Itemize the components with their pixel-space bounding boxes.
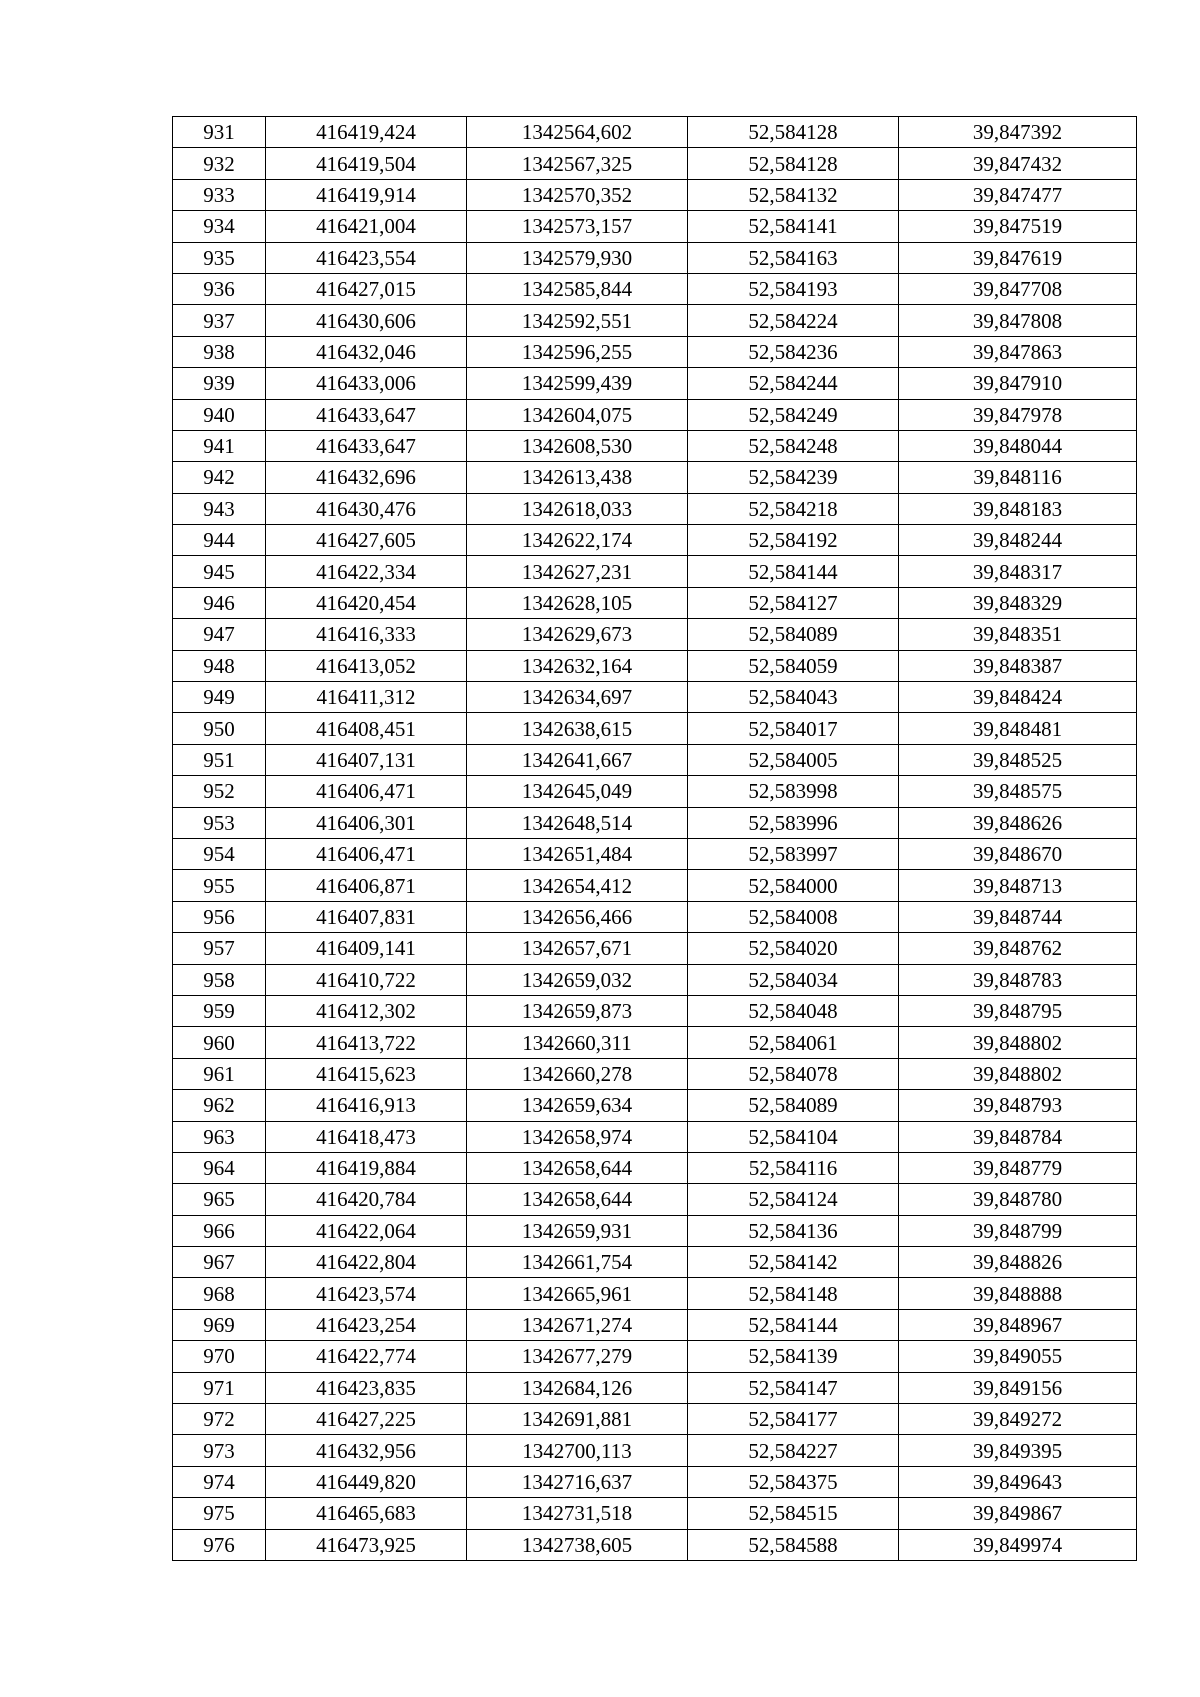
longitude-cell: 39,848762: [899, 933, 1137, 964]
table-row: [173, 901, 1137, 932]
table-row: [173, 838, 1137, 869]
latitude-cell: 52,583997: [688, 838, 899, 869]
table-row: [173, 430, 1137, 461]
latitude-cell: 52,584000: [688, 870, 899, 901]
latitude-cell: 52,584089: [688, 619, 899, 650]
point-number-cell: 968: [173, 1278, 266, 1309]
point-number-cell: 973: [173, 1435, 266, 1466]
longitude-cell: 39,848670: [899, 838, 1137, 869]
y-coordinate-cell: 1342573,157: [467, 211, 688, 242]
latitude-cell: 52,584124: [688, 1184, 899, 1215]
x-coordinate-cell: 416433,647: [266, 399, 467, 430]
x-coordinate-cell: 416422,774: [266, 1341, 467, 1372]
latitude-cell: 52,584248: [688, 430, 899, 461]
table-row: [173, 807, 1137, 838]
longitude-cell: 39,848826: [899, 1247, 1137, 1278]
y-coordinate-cell: 1342661,754: [467, 1247, 688, 1278]
x-coordinate-cell: 416416,913: [266, 1090, 467, 1121]
longitude-cell: 39,848783: [899, 964, 1137, 995]
table-row: [173, 1090, 1137, 1121]
latitude-cell: 52,584139: [688, 1341, 899, 1372]
point-number-cell: 967: [173, 1247, 266, 1278]
longitude-cell: 39,848044: [899, 430, 1137, 461]
x-coordinate-cell: 416406,471: [266, 838, 467, 869]
longitude-cell: 39,847708: [899, 273, 1137, 304]
x-coordinate-cell: 416427,225: [266, 1404, 467, 1435]
point-number-cell: 955: [173, 870, 266, 901]
x-coordinate-cell: 416432,696: [266, 462, 467, 493]
longitude-cell: 39,849867: [899, 1498, 1137, 1529]
y-coordinate-cell: 1342641,667: [467, 744, 688, 775]
y-coordinate-cell: 1342622,174: [467, 525, 688, 556]
table-row: [173, 1435, 1137, 1466]
table-row: [173, 619, 1137, 650]
longitude-cell: 39,848244: [899, 525, 1137, 556]
latitude-cell: 52,584163: [688, 242, 899, 273]
latitude-cell: 52,584017: [688, 713, 899, 744]
y-coordinate-cell: 1342656,466: [467, 901, 688, 932]
latitude-cell: 52,584104: [688, 1121, 899, 1152]
point-number-cell: 936: [173, 273, 266, 304]
point-number-cell: 969: [173, 1309, 266, 1340]
longitude-cell: 39,847910: [899, 368, 1137, 399]
latitude-cell: 52,584141: [688, 211, 899, 242]
longitude-cell: 39,849395: [899, 1435, 1137, 1466]
point-number-cell: 954: [173, 838, 266, 869]
longitude-cell: 39,848793: [899, 1090, 1137, 1121]
x-coordinate-cell: 416449,820: [266, 1466, 467, 1497]
latitude-cell: 52,584239: [688, 462, 899, 493]
x-coordinate-cell: 416422,334: [266, 556, 467, 587]
longitude-cell: 39,848799: [899, 1215, 1137, 1246]
longitude-cell: 39,847978: [899, 399, 1137, 430]
y-coordinate-cell: 1342738,605: [467, 1529, 688, 1560]
point-number-cell: 963: [173, 1121, 266, 1152]
longitude-cell: 39,848525: [899, 744, 1137, 775]
latitude-cell: 52,584249: [688, 399, 899, 430]
point-number-cell: 949: [173, 682, 266, 713]
x-coordinate-cell: 416432,956: [266, 1435, 467, 1466]
table-row: [173, 1278, 1137, 1309]
coordinates-table-body: [173, 117, 1137, 1561]
table-row: [173, 1309, 1137, 1340]
latitude-cell: 52,584059: [688, 650, 899, 681]
x-coordinate-cell: 416422,804: [266, 1247, 467, 1278]
table-row: [173, 682, 1137, 713]
point-number-cell: 942: [173, 462, 266, 493]
latitude-cell: 52,584148: [688, 1278, 899, 1309]
table-row: [173, 713, 1137, 744]
point-number-cell: 964: [173, 1152, 266, 1183]
y-coordinate-cell: 1342648,514: [467, 807, 688, 838]
latitude-cell: 52,584132: [688, 179, 899, 210]
y-coordinate-cell: 1342654,412: [467, 870, 688, 901]
table-row: [173, 744, 1137, 775]
longitude-cell: 39,848183: [899, 493, 1137, 524]
y-coordinate-cell: 1342645,049: [467, 776, 688, 807]
latitude-cell: 52,584144: [688, 1309, 899, 1340]
longitude-cell: 39,848329: [899, 587, 1137, 618]
latitude-cell: 52,584034: [688, 964, 899, 995]
latitude-cell: 52,584043: [688, 682, 899, 713]
table-row: [173, 148, 1137, 179]
longitude-cell: 39,848713: [899, 870, 1137, 901]
y-coordinate-cell: 1342659,032: [467, 964, 688, 995]
latitude-cell: 52,584136: [688, 1215, 899, 1246]
x-coordinate-cell: 416408,451: [266, 713, 467, 744]
x-coordinate-cell: 416415,623: [266, 1058, 467, 1089]
longitude-cell: 39,847808: [899, 305, 1137, 336]
table-row: [173, 1058, 1137, 1089]
point-number-cell: 965: [173, 1184, 266, 1215]
latitude-cell: 52,584177: [688, 1404, 899, 1435]
table-row: [173, 1152, 1137, 1183]
point-number-cell: 951: [173, 744, 266, 775]
y-coordinate-cell: 1342629,673: [467, 619, 688, 650]
longitude-cell: 39,848802: [899, 1027, 1137, 1058]
y-coordinate-cell: 1342627,231: [467, 556, 688, 587]
y-coordinate-cell: 1342731,518: [467, 1498, 688, 1529]
x-coordinate-cell: 416407,831: [266, 901, 467, 932]
table-row: [173, 1027, 1137, 1058]
y-coordinate-cell: 1342658,974: [467, 1121, 688, 1152]
table-row: [173, 117, 1137, 148]
point-number-cell: 976: [173, 1529, 266, 1560]
table-row: [173, 1247, 1137, 1278]
table-row: [173, 1121, 1137, 1152]
longitude-cell: 39,848780: [899, 1184, 1137, 1215]
latitude-cell: 52,584192: [688, 525, 899, 556]
table-row: [173, 179, 1137, 210]
point-number-cell: 947: [173, 619, 266, 650]
x-coordinate-cell: 416433,006: [266, 368, 467, 399]
x-coordinate-cell: 416423,835: [266, 1372, 467, 1403]
latitude-cell: 52,584218: [688, 493, 899, 524]
longitude-cell: 39,848424: [899, 682, 1137, 713]
point-number-cell: 950: [173, 713, 266, 744]
table-row: [173, 933, 1137, 964]
latitude-cell: 52,583996: [688, 807, 899, 838]
latitude-cell: 52,584144: [688, 556, 899, 587]
point-number-cell: 960: [173, 1027, 266, 1058]
y-coordinate-cell: 1342592,551: [467, 305, 688, 336]
y-coordinate-cell: 1342638,615: [467, 713, 688, 744]
table-row: [173, 587, 1137, 618]
table-row: [173, 776, 1137, 807]
y-coordinate-cell: 1342596,255: [467, 336, 688, 367]
longitude-cell: 39,847392: [899, 117, 1137, 148]
point-number-cell: 938: [173, 336, 266, 367]
table-row: [173, 399, 1137, 430]
point-number-cell: 970: [173, 1341, 266, 1372]
x-coordinate-cell: 416432,046: [266, 336, 467, 367]
longitude-cell: 39,848116: [899, 462, 1137, 493]
table-row: [173, 242, 1137, 273]
x-coordinate-cell: 416419,424: [266, 117, 467, 148]
y-coordinate-cell: 1342570,352: [467, 179, 688, 210]
point-number-cell: 958: [173, 964, 266, 995]
x-coordinate-cell: 416420,454: [266, 587, 467, 618]
x-coordinate-cell: 416430,476: [266, 493, 467, 524]
table-row: [173, 305, 1137, 336]
longitude-cell: 39,847519: [899, 211, 1137, 242]
y-coordinate-cell: 1342700,113: [467, 1435, 688, 1466]
longitude-cell: 39,849643: [899, 1466, 1137, 1497]
latitude-cell: 52,584078: [688, 1058, 899, 1089]
longitude-cell: 39,848795: [899, 995, 1137, 1026]
point-number-cell: 934: [173, 211, 266, 242]
point-number-cell: 937: [173, 305, 266, 336]
table-row: [173, 1372, 1137, 1403]
point-number-cell: 961: [173, 1058, 266, 1089]
x-coordinate-cell: 416413,052: [266, 650, 467, 681]
latitude-cell: 52,584227: [688, 1435, 899, 1466]
y-coordinate-cell: 1342608,530: [467, 430, 688, 461]
y-coordinate-cell: 1342684,126: [467, 1372, 688, 1403]
y-coordinate-cell: 1342564,602: [467, 117, 688, 148]
y-coordinate-cell: 1342677,279: [467, 1341, 688, 1372]
table-row: [173, 211, 1137, 242]
x-coordinate-cell: 416430,606: [266, 305, 467, 336]
y-coordinate-cell: 1342567,325: [467, 148, 688, 179]
latitude-cell: 52,584515: [688, 1498, 899, 1529]
y-coordinate-cell: 1342658,644: [467, 1152, 688, 1183]
point-number-cell: 939: [173, 368, 266, 399]
latitude-cell: 52,584128: [688, 117, 899, 148]
longitude-cell: 39,847619: [899, 242, 1137, 273]
latitude-cell: 52,584375: [688, 1466, 899, 1497]
x-coordinate-cell: 416419,504: [266, 148, 467, 179]
y-coordinate-cell: 1342632,164: [467, 650, 688, 681]
y-coordinate-cell: 1342628,105: [467, 587, 688, 618]
longitude-cell: 39,848802: [899, 1058, 1137, 1089]
x-coordinate-cell: 416427,605: [266, 525, 467, 556]
x-coordinate-cell: 416406,471: [266, 776, 467, 807]
x-coordinate-cell: 416412,302: [266, 995, 467, 1026]
point-number-cell: 943: [173, 493, 266, 524]
y-coordinate-cell: 1342599,439: [467, 368, 688, 399]
longitude-cell: 39,848779: [899, 1152, 1137, 1183]
y-coordinate-cell: 1342665,961: [467, 1278, 688, 1309]
x-coordinate-cell: 416423,574: [266, 1278, 467, 1309]
latitude-cell: 52,584127: [688, 587, 899, 618]
point-number-cell: 972: [173, 1404, 266, 1435]
y-coordinate-cell: 1342657,671: [467, 933, 688, 964]
longitude-cell: 39,848317: [899, 556, 1137, 587]
point-number-cell: 932: [173, 148, 266, 179]
x-coordinate-cell: 416419,914: [266, 179, 467, 210]
longitude-cell: 39,849156: [899, 1372, 1137, 1403]
longitude-cell: 39,849272: [899, 1404, 1137, 1435]
table-row: [173, 964, 1137, 995]
longitude-cell: 39,848888: [899, 1278, 1137, 1309]
table-row: [173, 1184, 1137, 1215]
point-number-cell: 952: [173, 776, 266, 807]
x-coordinate-cell: 416411,312: [266, 682, 467, 713]
y-coordinate-cell: 1342659,931: [467, 1215, 688, 1246]
x-coordinate-cell: 416422,064: [266, 1215, 467, 1246]
table-row: [173, 336, 1137, 367]
point-number-cell: 953: [173, 807, 266, 838]
latitude-cell: 52,584116: [688, 1152, 899, 1183]
y-coordinate-cell: 1342660,278: [467, 1058, 688, 1089]
x-coordinate-cell: 416418,473: [266, 1121, 467, 1152]
x-coordinate-cell: 416423,554: [266, 242, 467, 273]
table-row: [173, 1466, 1137, 1497]
point-number-cell: 975: [173, 1498, 266, 1529]
x-coordinate-cell: 416416,333: [266, 619, 467, 650]
x-coordinate-cell: 416406,871: [266, 870, 467, 901]
point-number-cell: 940: [173, 399, 266, 430]
point-number-cell: 962: [173, 1090, 266, 1121]
table-row: [173, 1498, 1137, 1529]
y-coordinate-cell: 1342604,075: [467, 399, 688, 430]
x-coordinate-cell: 416433,647: [266, 430, 467, 461]
x-coordinate-cell: 416413,722: [266, 1027, 467, 1058]
point-number-cell: 944: [173, 525, 266, 556]
point-number-cell: 966: [173, 1215, 266, 1246]
table-row: [173, 368, 1137, 399]
table-row: [173, 870, 1137, 901]
table-row: [173, 525, 1137, 556]
x-coordinate-cell: 416423,254: [266, 1309, 467, 1340]
point-number-cell: 941: [173, 430, 266, 461]
y-coordinate-cell: 1342613,438: [467, 462, 688, 493]
latitude-cell: 52,583998: [688, 776, 899, 807]
longitude-cell: 39,847477: [899, 179, 1137, 210]
table-row: [173, 1341, 1137, 1372]
x-coordinate-cell: 416465,683: [266, 1498, 467, 1529]
latitude-cell: 52,584244: [688, 368, 899, 399]
y-coordinate-cell: 1342660,311: [467, 1027, 688, 1058]
y-coordinate-cell: 1342659,634: [467, 1090, 688, 1121]
x-coordinate-cell: 416473,925: [266, 1529, 467, 1560]
y-coordinate-cell: 1342585,844: [467, 273, 688, 304]
latitude-cell: 52,584089: [688, 1090, 899, 1121]
longitude-cell: 39,848481: [899, 713, 1137, 744]
y-coordinate-cell: 1342671,274: [467, 1309, 688, 1340]
table-row: [173, 462, 1137, 493]
longitude-cell: 39,848575: [899, 776, 1137, 807]
y-coordinate-cell: 1342634,697: [467, 682, 688, 713]
latitude-cell: 52,584236: [688, 336, 899, 367]
longitude-cell: 39,848744: [899, 901, 1137, 932]
x-coordinate-cell: 416407,131: [266, 744, 467, 775]
latitude-cell: 52,584008: [688, 901, 899, 932]
table-row: [173, 273, 1137, 304]
longitude-cell: 39,848784: [899, 1121, 1137, 1152]
y-coordinate-cell: 1342618,033: [467, 493, 688, 524]
table-row: [173, 650, 1137, 681]
y-coordinate-cell: 1342691,881: [467, 1404, 688, 1435]
x-coordinate-cell: 416410,722: [266, 964, 467, 995]
latitude-cell: 52,584005: [688, 744, 899, 775]
latitude-cell: 52,584020: [688, 933, 899, 964]
longitude-cell: 39,848387: [899, 650, 1137, 681]
point-number-cell: 948: [173, 650, 266, 681]
latitude-cell: 52,584224: [688, 305, 899, 336]
y-coordinate-cell: 1342716,637: [467, 1466, 688, 1497]
table-row: [173, 1529, 1137, 1560]
point-number-cell: 933: [173, 179, 266, 210]
latitude-cell: 52,584142: [688, 1247, 899, 1278]
point-number-cell: 946: [173, 587, 266, 618]
point-number-cell: 971: [173, 1372, 266, 1403]
longitude-cell: 39,848351: [899, 619, 1137, 650]
table-row: [173, 556, 1137, 587]
longitude-cell: 39,847863: [899, 336, 1137, 367]
latitude-cell: 52,584128: [688, 148, 899, 179]
point-number-cell: 945: [173, 556, 266, 587]
x-coordinate-cell: 416419,884: [266, 1152, 467, 1183]
longitude-cell: 39,848626: [899, 807, 1137, 838]
table-row: [173, 493, 1137, 524]
latitude-cell: 52,584061: [688, 1027, 899, 1058]
y-coordinate-cell: 1342579,930: [467, 242, 688, 273]
x-coordinate-cell: 416427,015: [266, 273, 467, 304]
table-row: [173, 995, 1137, 1026]
x-coordinate-cell: 416406,301: [266, 807, 467, 838]
x-coordinate-cell: 416409,141: [266, 933, 467, 964]
point-number-cell: 959: [173, 995, 266, 1026]
longitude-cell: 39,848967: [899, 1309, 1137, 1340]
latitude-cell: 52,584048: [688, 995, 899, 1026]
latitude-cell: 52,584193: [688, 273, 899, 304]
point-number-cell: 931: [173, 117, 266, 148]
x-coordinate-cell: 416421,004: [266, 211, 467, 242]
longitude-cell: 39,847432: [899, 148, 1137, 179]
longitude-cell: 39,849974: [899, 1529, 1137, 1560]
table-row: [173, 1215, 1137, 1246]
latitude-cell: 52,584147: [688, 1372, 899, 1403]
y-coordinate-cell: 1342651,484: [467, 838, 688, 869]
point-number-cell: 935: [173, 242, 266, 273]
point-number-cell: 974: [173, 1466, 266, 1497]
table-row: [173, 1404, 1137, 1435]
coordinates-table: [172, 116, 1137, 1561]
longitude-cell: 39,849055: [899, 1341, 1137, 1372]
latitude-cell: 52,584588: [688, 1529, 899, 1560]
y-coordinate-cell: 1342658,644: [467, 1184, 688, 1215]
x-coordinate-cell: 416420,784: [266, 1184, 467, 1215]
point-number-cell: 957: [173, 933, 266, 964]
y-coordinate-cell: 1342659,873: [467, 995, 688, 1026]
point-number-cell: 956: [173, 901, 266, 932]
